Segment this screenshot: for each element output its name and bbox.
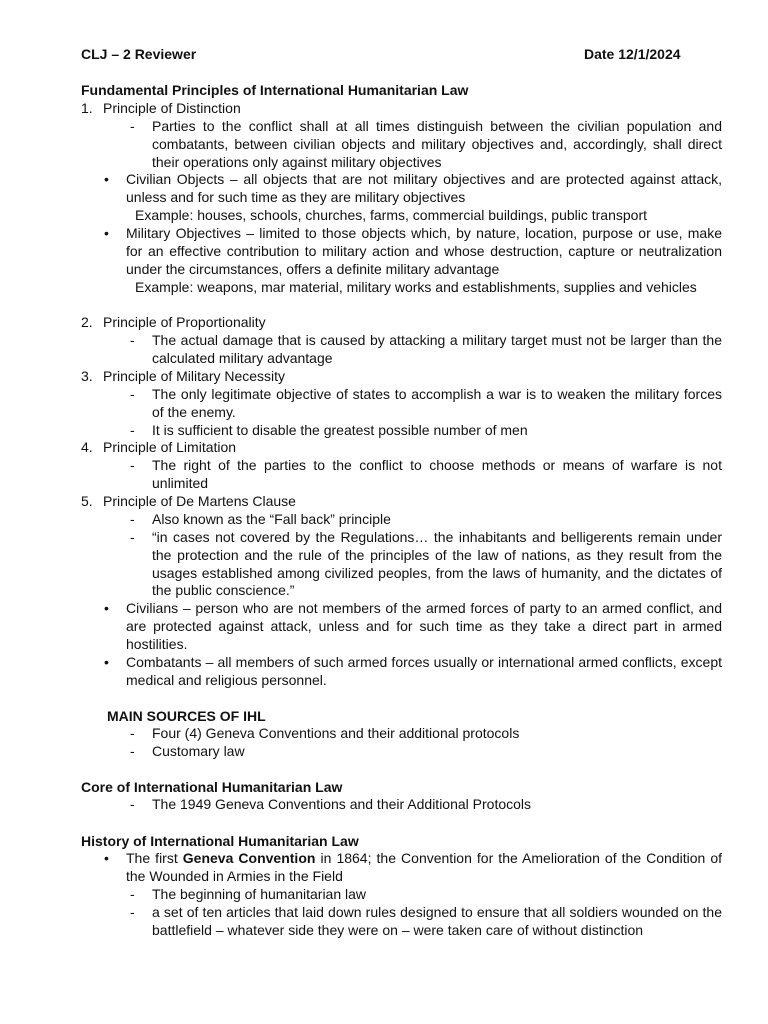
bold-term: Geneva Convention — [182, 850, 316, 866]
dash-marker: - — [130, 511, 135, 527]
list-number: 2. — [81, 314, 93, 330]
list-number: 1. — [81, 100, 93, 116]
list-item-text: Parties to the conflict shall at all times distinguish between the civilian population and combatants, between civilian objects and military objectives and, accordingly, shall direct their operations only against military objectives — [152, 118, 722, 170]
list-item-text — [126, 850, 722, 886]
list-item-text: It is sufficient to disable the greatest possible number of men — [152, 422, 528, 438]
list-item-text: The 1949 Geneva Conventions and their Additional Protocols — [152, 796, 532, 812]
list-item-text: Civilian Objects – all objects that are not military objectives and are protected against attack, unless and for such time as they are military objectives — [126, 171, 722, 205]
list-item-text: Combatants – all members of such armed forces usually or international armed conflicts, except medical and religious personnel. — [126, 654, 722, 688]
principle-label: Principle of Distinction — [103, 100, 241, 116]
bullet-marker: • — [104, 850, 109, 866]
example-text: Example: weapons, mar material, military works and establishments, supplies and vehicles — [135, 279, 697, 295]
principle-label: Principle of Limitation — [103, 439, 237, 455]
bullet-marker: • — [104, 600, 109, 616]
list-number: 3. — [81, 368, 93, 384]
dash-marker: - — [130, 796, 135, 812]
bullet-marker: • — [104, 654, 109, 670]
dash-marker: - — [130, 904, 135, 920]
section-heading: Fundamental Principles of International Humanitarian Law — [81, 82, 469, 98]
dash-marker: - — [130, 725, 135, 741]
principle-label: Principle of De Martens Clause — [103, 493, 296, 509]
section-heading: MAIN SOURCES OF IHL — [107, 708, 266, 724]
principle-label: Principle of Proportionality — [103, 314, 266, 330]
list-item-text: The actual damage that is caused by attacking a military target must not be larger than the calculated military advantage — [152, 332, 722, 366]
bullet-marker: • — [104, 225, 109, 241]
list-item-text: Military Objectives – limited to those objects which, by nature, location, purpose or use, make for an effective contribution to military action and whose destruction, capture or neutralization under the circumstances, offers a definite military advantage — [126, 225, 722, 277]
list-item-text: Four (4) Geneva Conventions and their additional protocols — [152, 725, 520, 741]
bullet-marker: • — [104, 171, 109, 187]
document-title: CLJ – 2 Reviewer — [81, 46, 197, 62]
dash-marker: - — [130, 529, 135, 545]
text-run: The first — [126, 850, 178, 866]
principle-label: Principle of Military Necessity — [103, 368, 286, 384]
list-item-text: “in cases not covered by the Regulations… the inhabitants and belligerents remain under the protection and the rule of the principles of the law of nations, as they result from the usages established among civilized peoples, from the laws of humanity, and the dictates of the public conscience.” — [152, 529, 722, 599]
document-date: Date 12/1/2024 — [584, 46, 681, 62]
dash-marker: - — [130, 422, 135, 438]
section-heading: Core of International Humanitarian Law — [81, 779, 343, 795]
list-item-text: Also known as the “Fall back” principle — [152, 511, 391, 527]
example-text: Example: houses, schools, churches, farms, commercial buildings, public transport — [135, 207, 647, 223]
dash-marker: - — [130, 457, 135, 473]
list-item-text: Customary law — [152, 743, 245, 759]
list-number: 5. — [81, 493, 93, 509]
list-item-text: Civilians – person who are not members of the armed forces of party to an armed conflict, and are protected against attack, unless and for such time as they take a direct part in armed hostilities. — [126, 600, 722, 652]
list-item-text: a set of ten articles that laid down rules designed to ensure that all soldiers wounded on the battlefield – whatever side they were on – were taken care of without distinction — [152, 904, 722, 938]
dash-marker: - — [130, 886, 135, 902]
list-item-text: The right of the parties to the conflict to choose methods or means of warfare is not unlimited — [152, 457, 722, 491]
dash-marker: - — [130, 332, 135, 348]
text-run: in 1864; the Convention for the Amelioration of the Condition of the Wounded in Armies in the Field — [126, 850, 723, 884]
dash-marker: - — [130, 743, 135, 759]
dash-marker: - — [130, 386, 135, 402]
list-item-text: The beginning of humanitarian law — [152, 886, 367, 902]
list-item-text: The only legitimate objective of states to accomplish a war is to weaken the military forces of the enemy. — [152, 386, 722, 420]
section-heading: History of International Humanitarian Law — [81, 833, 359, 849]
list-number: 4. — [81, 439, 93, 455]
dash-marker: - — [130, 118, 135, 134]
